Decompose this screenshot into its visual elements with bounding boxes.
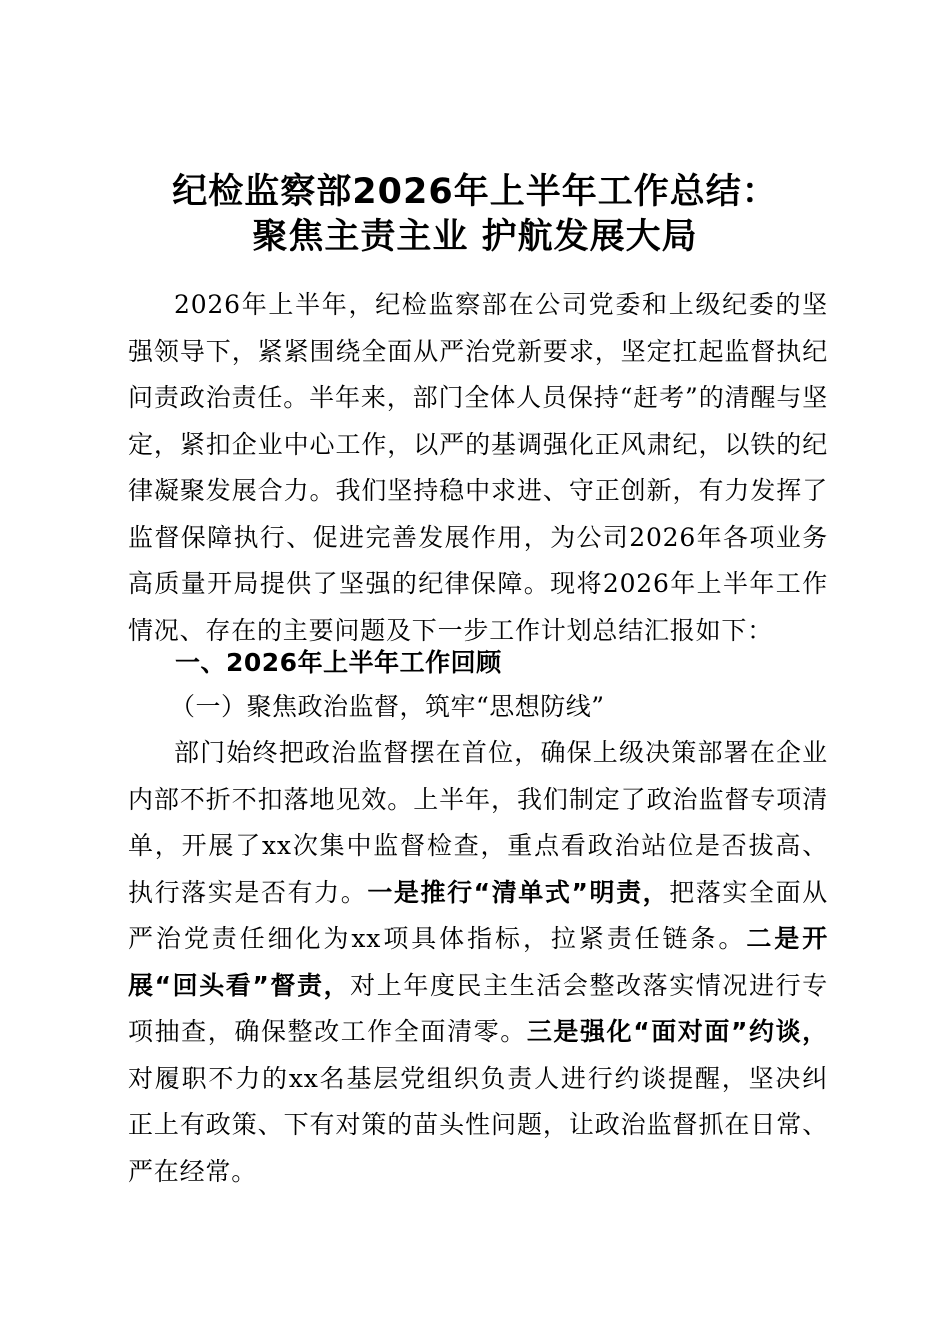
section-heading: 一、2026年上半年工作回顾 <box>175 648 502 677</box>
body-bold-1: 一是推行“清单式”明责， <box>367 877 670 907</box>
body-bold-2: 二是开展“回头看”督责， <box>128 924 828 1000</box>
document-title-line2: 聚焦主责主业 护航发展大局 <box>252 217 698 257</box>
intro-paragraph: 2026年上半年，纪检监察部在公司党委和上级纪委的坚强领导下，紧紧围绕全面从严治党新要求，坚定扛起监督执纪问责政治责任。半年来，部门全体人员保持“赶考”的清醒与坚定，紧扣企业中心工作，以严的基调强化正风肃纪，以铁的纪律凝聚发展合力。我们坚持稳中求进、守正创新，有力发挥了监督保障执行、促进完善发展作用，为公司2026年各项业务高质量开局提供了坚强的纪律保障。现将2026年上半年工作情况、存在的主要问题及下一步工作计划总结汇报如下： <box>128 290 828 645</box>
document-title-line1: 纪检监察部2026年上半年工作总结： <box>172 172 778 212</box>
body-text-1: 部门始终把政治监督摆在首位，确保上级决策部署在企业内部不折不扣落地见效。上半年，我们制定了政治监督专项清单，开展了xx次集中监督检查，重点看政治站位是否拔高、执行落实是否有力。 <box>128 738 828 907</box>
body-text-4: 对履职不力的xx名基层党组织负责人进行约谈提醒，坚决纠正上有政策、下有对策的苗头性问题，让政治监督抓在日常、严在经常。 <box>128 1063 828 1186</box>
subsection-heading: （一）聚焦政治监督，筑牢“思想防线” <box>170 692 605 721</box>
body-bold-3: 三是强化“面对面”约谈， <box>526 1017 828 1046</box>
body-text-3: 对上年度民主生活会整改落实情况进行专项抽查，确保整改工作全面清零。 <box>128 970 828 1046</box>
body-paragraph <box>128 730 828 1195</box>
body-text-2: 把落实全面从严治党责任细化为xx项具体指标，拉紧责任链条。 <box>128 877 828 953</box>
